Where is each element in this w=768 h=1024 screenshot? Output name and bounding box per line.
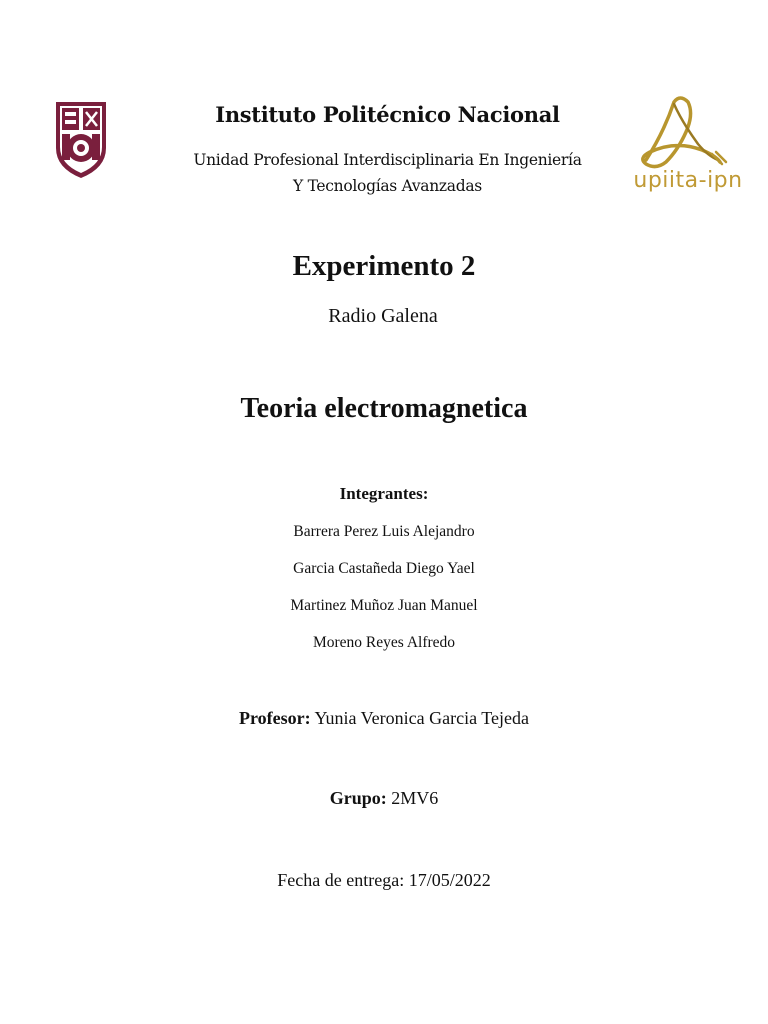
- group-line: [0, 788, 768, 809]
- unit-name-line-2: Y Tecnologías Avanzadas: [293, 177, 482, 195]
- team-member: Moreno Reyes Alfredo: [312, 634, 456, 651]
- ipn-logo: [52, 98, 110, 180]
- unit-name-line-1: Unidad Profesional Interdisciplinaria En Ingeniería: [193, 151, 582, 169]
- course-name: Teoria electromagnetica: [240, 393, 528, 424]
- document-title: Experimento 2: [292, 250, 476, 282]
- delivery-date: 17/05/2022: [408, 870, 491, 890]
- group-value: 2MV6: [391, 788, 439, 808]
- delivery-date-line: [0, 870, 768, 891]
- team-member: Garcia Castañeda Diego Yael: [293, 560, 475, 577]
- professor-name: Yunia Veronica Garcia Tejeda: [314, 708, 529, 728]
- team-member: Barrera Perez Luis Alejandro: [293, 523, 475, 540]
- institution-title: Instituto Politécnico Nacional: [215, 102, 560, 127]
- team-member: Martinez Muñoz Juan Manuel: [290, 597, 478, 614]
- group-label: Grupo:: [329, 788, 387, 808]
- upiita-logo-text: upiita-ipn: [633, 168, 743, 193]
- document-subtitle: Radio Galena: [328, 305, 438, 327]
- professor-label: Profesor:: [239, 708, 311, 728]
- delivery-label: Fecha de entrega:: [277, 870, 405, 890]
- team-label: Integrantes:: [339, 484, 429, 503]
- professor-line: [0, 708, 768, 729]
